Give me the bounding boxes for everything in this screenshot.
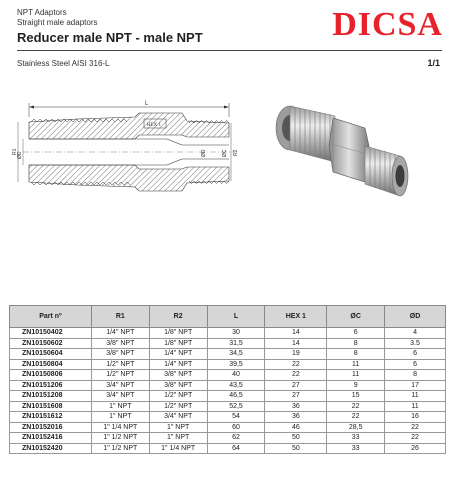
table-cell: 3/8" NPT [91,349,149,360]
label-length: L [145,101,149,107]
table-cell: 11 [327,359,385,370]
table-cell: 3/4" NPT [91,380,149,391]
table-cell: 52,5 [207,401,265,412]
table-cell: 26 [385,443,446,454]
table-cell: 3.5 [385,338,446,349]
part-number-cell: ZN10152420 [10,443,92,454]
part-number-cell: ZN10150604 [10,349,92,360]
table-cell: 27 [265,380,327,391]
table-cell: 3/4" NPT [149,412,207,423]
table-cell: 1/2" NPT [149,391,207,402]
table-cell: 1" 1/4 NPT [91,422,149,433]
part-number-cell: ZN10151612 [10,412,92,423]
table-cell: 34,5 [207,349,265,360]
header-divider [17,50,442,51]
table-cell: 1" 1/2 NPT [91,443,149,454]
table-cell: 6 [385,349,446,360]
table-cell: 39,5 [207,359,265,370]
part-number-cell: ZN10152016 [10,422,92,433]
table-cell: 54 [207,412,265,423]
part-number-cell: ZN10152416 [10,433,92,444]
table-cell: 1" NPT [91,412,149,423]
table-cell: 1" NPT [149,433,207,444]
table-cell: 46 [265,422,327,433]
table-cell: 11 [385,401,446,412]
part-number-cell: ZN10151208 [10,391,92,402]
table-cell: 15 [327,391,385,402]
part-number-cell: ZN10151206 [10,380,92,391]
table-cell: 1/2" NPT [91,370,149,381]
table-cell: 11 [385,391,446,402]
column-header: HEX 1 [265,306,327,328]
column-header: ØD [385,306,446,328]
table-cell: 3/8" NPT [91,338,149,349]
table-cell: 22 [327,412,385,423]
fitting-render [265,96,415,226]
table-cell: 28,5 [327,422,385,433]
table-row [10,422,446,433]
column-header: R1 [91,306,149,328]
table-cell: 19 [265,349,327,360]
column-header: R2 [149,306,207,328]
label-diam-c: ØC [222,149,228,157]
table-cell: 40 [207,370,265,381]
table-cell: 3/4" NPT [91,391,149,402]
subcategory-label: Straight male adaptors [17,18,98,27]
table-row [10,443,446,454]
table-header-row [10,306,446,328]
table-cell: 22 [265,359,327,370]
table-cell: 1/2" NPT [91,359,149,370]
table-cell: 43,5 [207,380,265,391]
table-cell: 36 [265,401,327,412]
table-cell: 31,5 [207,338,265,349]
column-header: L [207,306,265,328]
table-cell: 3/8" NPT [149,370,207,381]
table-row [10,370,446,381]
table-cell: 62 [207,433,265,444]
table-cell: 30 [207,328,265,339]
table-cell: 1/2" NPT [149,401,207,412]
table-cell: 8 [385,370,446,381]
table-cell: 22 [327,401,385,412]
table-cell: 14 [265,328,327,339]
part-number-cell: ZN10150602 [10,338,92,349]
table-cell: 11 [327,370,385,381]
table-cell: 36 [265,412,327,423]
part-number-cell: ZN10151608 [10,401,92,412]
table-cell: 50 [265,443,327,454]
table-cell: 1" NPT [91,401,149,412]
table-row [10,349,446,360]
label-r2: R2 [233,149,239,156]
table-row [10,359,446,370]
table-cell: 50 [265,433,327,444]
table-cell: 64 [207,443,265,454]
column-header: ØC [327,306,385,328]
table-cell: 14 [265,338,327,349]
page-title: Reducer male NPT - male NPT [17,30,203,45]
table-cell: 1" 1/4 NPT [149,443,207,454]
dicsa-logo: DICSA [332,6,443,43]
category-label: NPT Adaptors [17,8,67,17]
table-row [10,338,446,349]
table-cell: 1/8" NPT [149,338,207,349]
table-row [10,391,446,402]
part-number-cell: ZN10150804 [10,359,92,370]
table-cell: 16 [385,412,446,423]
technical-drawing [12,95,242,205]
table-cell: 22 [385,433,446,444]
table-cell: 9 [327,380,385,391]
material-label: Stainless Steel AISI 316-L [17,59,110,68]
table-cell: 1/4" NPT [91,328,149,339]
table-cell: 46,5 [207,391,265,402]
table-cell: 22 [265,370,327,381]
label-diam-d-right: ØD [201,149,207,157]
table-row [10,412,446,423]
table-cell: 22 [385,422,446,433]
table-cell: 6 [385,359,446,370]
table-row [10,401,446,412]
table-cell: 1" NPT [149,422,207,433]
part-number-cell: ZN10150806 [10,370,92,381]
table-cell: 33 [327,433,385,444]
table-cell: 8 [327,338,385,349]
part-number-cell: ZN10150402 [10,328,92,339]
table-row [10,328,446,339]
table-cell: 27 [265,391,327,402]
table-row [10,433,446,444]
label-diam-d-left: ØD [17,151,23,159]
table-cell: 1/4" NPT [149,359,207,370]
page-number: 1/1 [427,58,440,68]
table-cell: 3/8" NPT [149,380,207,391]
table-row [10,380,446,391]
spec-table [9,305,446,454]
table-cell: 1/8" NPT [149,328,207,339]
table-cell: 8 [327,349,385,360]
table-cell: 33 [327,443,385,454]
table-cell: 1" 1/2 NPT [91,433,149,444]
label-r1: R1 [12,148,18,155]
table-cell: 60 [207,422,265,433]
table-cell: 4 [385,328,446,339]
table-cell: 6 [327,328,385,339]
column-header: Part nº [10,306,92,328]
table-cell: 17 [385,380,446,391]
table-cell: 1/4" NPT [149,349,207,360]
